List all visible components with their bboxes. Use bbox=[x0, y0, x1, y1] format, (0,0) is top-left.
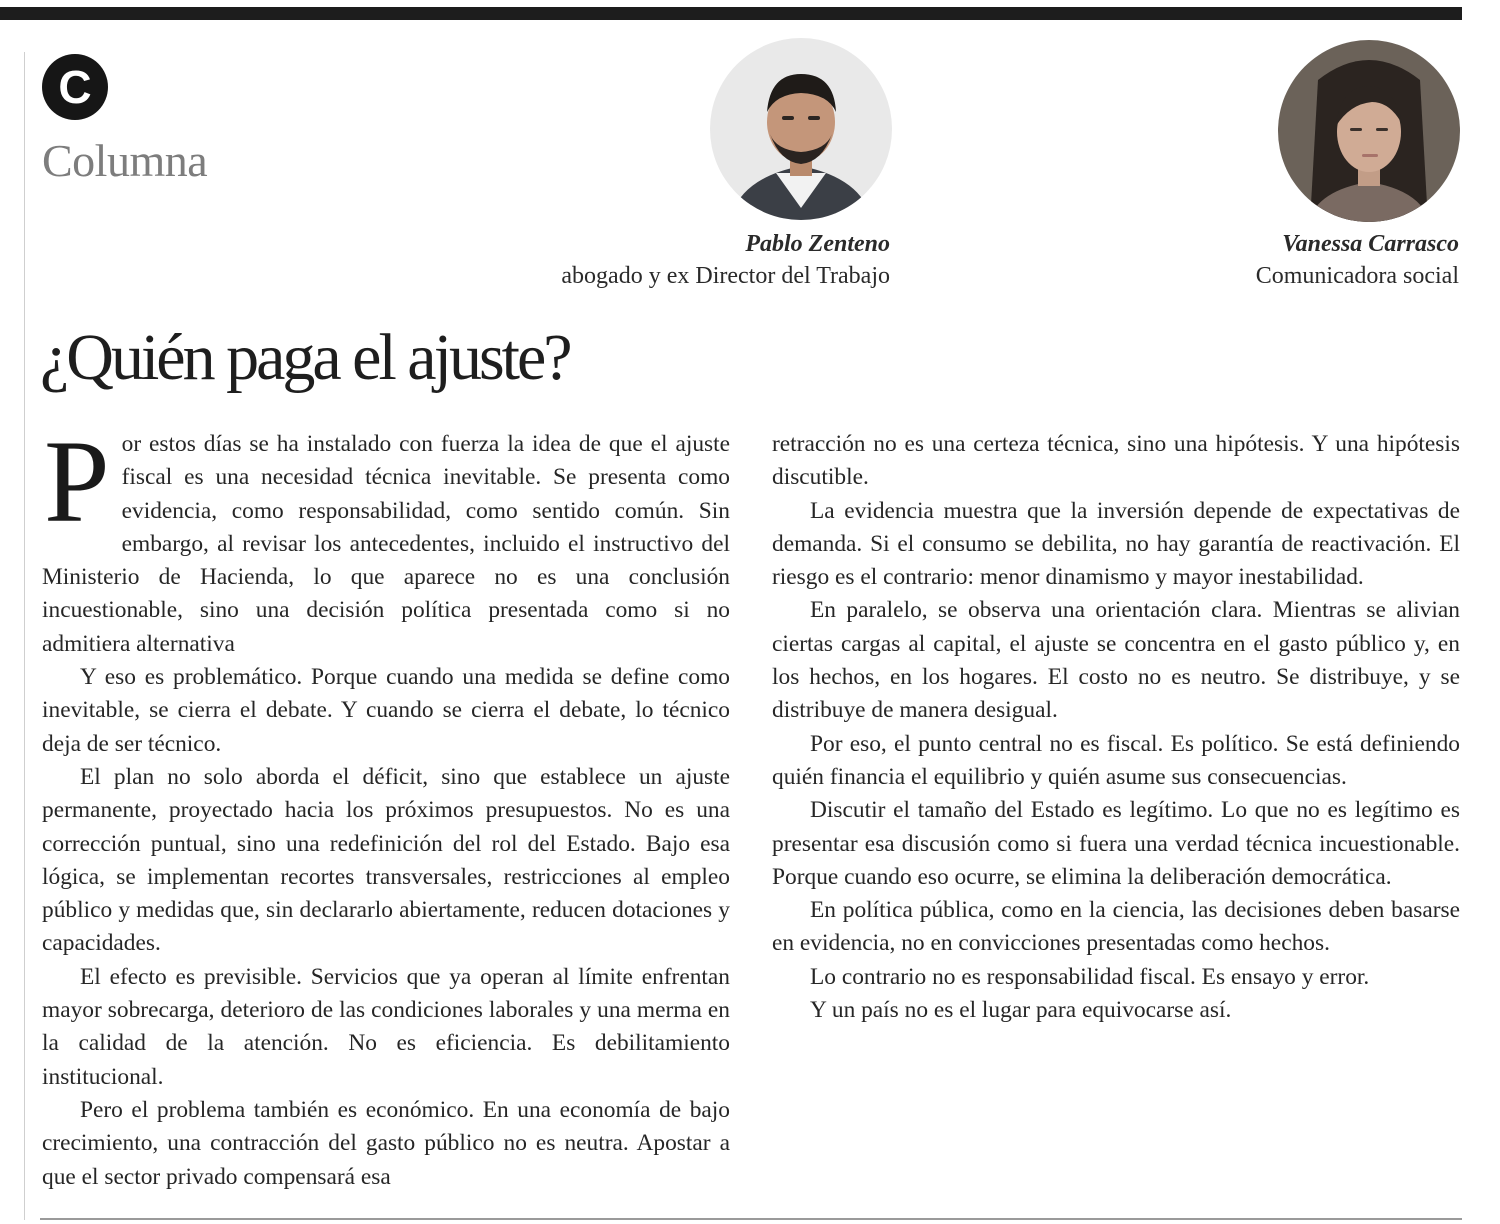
article-paragraph: En política pública, como en la ciencia, las decisiones deben basarse en evidencia, no en convicciones presentadas como hechos. bbox=[772, 897, 1460, 957]
article-paragraph: En paralelo, se observa una orientación clara. Mientras se alivian ciertas cargas al capital, el ajuste se concentra en el gasto público y, en los hechos, en los hogares. El costo no es neutro. Se distribuye, y se distribuye de manera desigual. bbox=[772, 597, 1460, 724]
article-paragraph: El efecto es previsible. Servicios que ya operan al límite enfrentan mayor sobrecarga, deterioro de las condiciones laborales y una merma en la calidad de la atención. No es eficiencia. Es debilitamiento institucional. bbox=[42, 963, 730, 1090]
author-1 bbox=[561, 228, 890, 292]
left-margin-rule bbox=[24, 52, 25, 1220]
article-paragraph: Por estos días se ha instalado con fuerza la idea de que el ajuste fiscal es una necesidad técnica inevitable. Se presenta como evidencia, como responsabilidad, como sentido común. Sin embargo, al revisar los antecedentes, incluido el instructivo del Ministerio de Hacienda, lo que aparece no es una conclusión incuestionable, sino una decisión política presentada como si no admitiera alternativa bbox=[42, 416, 730, 657]
section-label: Columna bbox=[42, 135, 208, 186]
article-paragraph: Lo contrario no es responsabilidad fiscal. Es ensayo y error. bbox=[810, 963, 1370, 990]
article-paragraph: Pero el problema también es económico. En una economía de bajo crecimiento, una contracción del gasto público no es neutra. Apostar a que el sector privado compensará esa bbox=[42, 1096, 730, 1190]
section-badge: C bbox=[42, 54, 108, 120]
article-paragraph: Y un país no es el lugar para equivocarse así. bbox=[810, 997, 1232, 1024]
headline: ¿Quién paga el ajuste? bbox=[40, 321, 570, 394]
author-photo-2 bbox=[1278, 40, 1460, 222]
top-rule bbox=[0, 7, 1462, 20]
article-paragraph: La evidencia muestra que la inversión depende de expectativas de demanda. Si el consumo se debilita, no hay garantía de reactivación. El riesgo es el contrario: menor dinamismo y mayor inestabilidad. bbox=[772, 497, 1460, 591]
bottom-rule bbox=[40, 1218, 1462, 1220]
article-paragraph: El plan no solo aborda el déficit, sino que establece un ajuste permanente, proyectado hacia los próximos presupuestos. No es una corrección puntual, sino una redefinición del rol del Estado. Bajo esa lógica, se implementan recortes transversales, restricciones al empleo público y medidas que, sin declararlo abiertamente, reducen dotaciones y capacidades. bbox=[42, 763, 730, 957]
article-paragraph: Por eso, el punto central no es fiscal. Es político. Se está definiendo quién financia el equilibrio y quién asume sus consecuencias. bbox=[772, 730, 1460, 790]
article-paragraph: Y eso es problemático. Porque cuando una medida se define como inevitable, se cierra el debate. Y cuando se cierra el debate, lo técnico deja de ser técnico. bbox=[42, 664, 730, 757]
author-role-2: Comunicadora social bbox=[1255, 263, 1459, 289]
author-role-1: abogado y ex Director del Trabajo bbox=[561, 263, 890, 289]
article-column-1 bbox=[42, 416, 730, 1194]
article-paragraph: retracción no es una certeza técnica, sino una hipótesis. Y una hipótesis discutible. bbox=[772, 431, 1460, 491]
dropcap: P bbox=[44, 416, 110, 547]
article-paragraph: Discutir el tamaño del Estado es legítimo. Lo que no es legítimo es presentar esa discusión como si fuera una verdad técnica incuestionable. Porque cuando eso ocurre, se elimina la deliberación democrática. bbox=[772, 797, 1460, 890]
author-name-2: Vanessa Carrasco bbox=[1282, 231, 1459, 257]
author-2 bbox=[1256, 228, 1459, 292]
author-photo-1 bbox=[710, 38, 892, 220]
article-column-2 bbox=[772, 428, 1460, 1027]
author-name-1: Pablo Zenteno bbox=[745, 231, 890, 257]
